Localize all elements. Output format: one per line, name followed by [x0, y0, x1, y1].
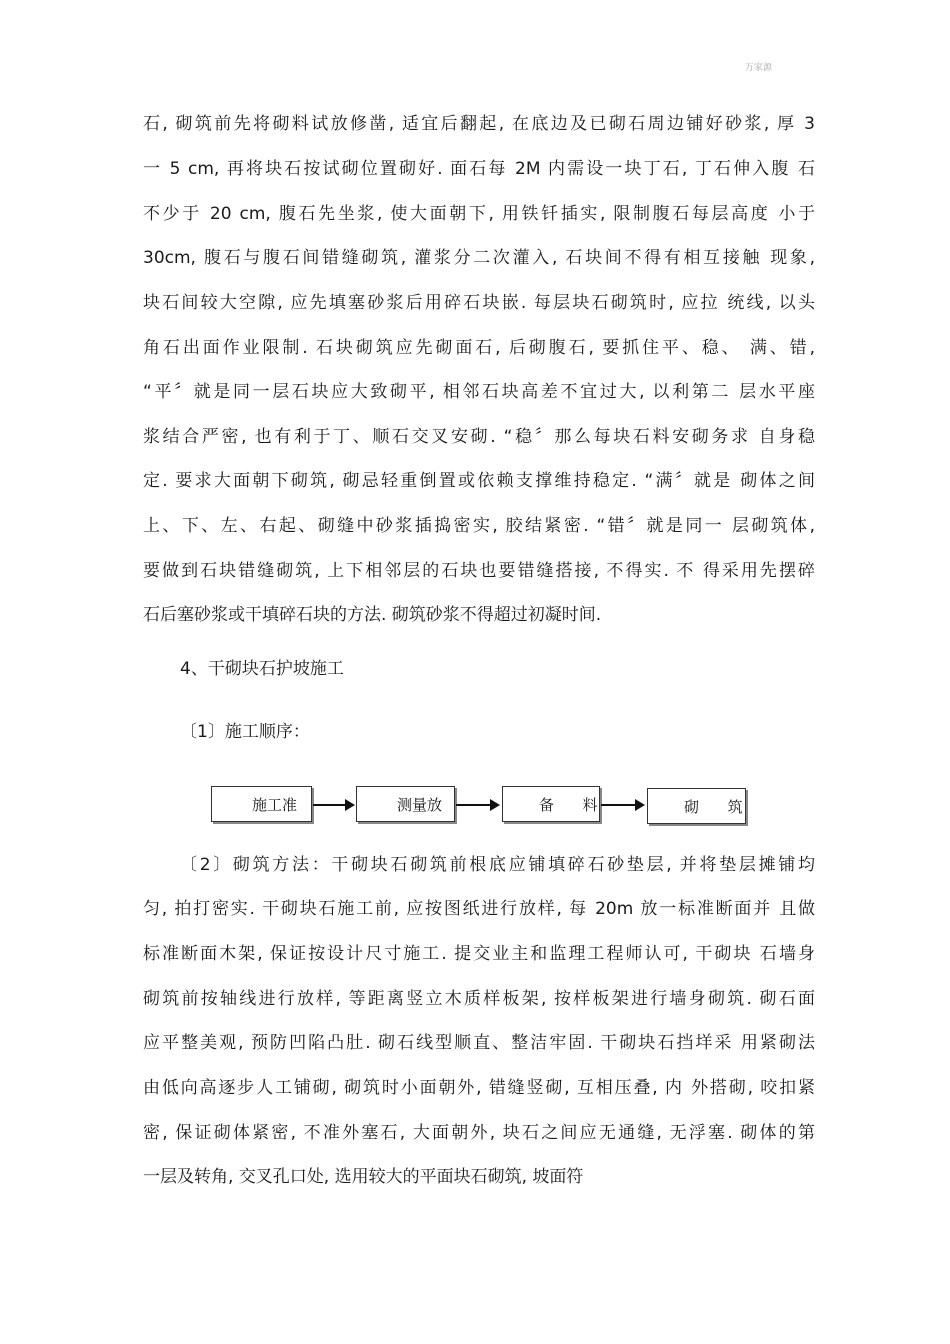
para2-line-5: 应平整美观, 预防凹陷凸肚. 砌石线型顺直、整洁牢固. 干砌块石挡垟采 用紧砌法	[143, 1033, 815, 1053]
flow-arrow-1	[313, 804, 353, 806]
para1-line-6: 角石出面作业限制. 石块砌筑应先砌面石, 后砌腹石, 要抓住平、稳、 满、错,	[143, 338, 815, 358]
para1-line-11: 要做到石块错缝砌筑, 上下相邻层的石块也要错缝搭接, 不得实. 不 得采用先摆碎	[143, 561, 815, 581]
para1-line-5: 块石间较大空隙, 应先填塞砂浆后用碎石块嵌. 每层块石砌筑时, 应拉 统线, 以头	[143, 293, 815, 313]
flow-step-materials	[502, 786, 600, 822]
para1-line-10: 上、下、左、右起、砌缝中砂浆插捣密实, 胶结紧密. “错〞就是同一 层砌筑体,	[143, 516, 815, 536]
para1-line-9: 定. 要求大面朝下砌筑, 砌忌轻重倒置或依赖支撑维持稳定. “满〞就是 砌体之间	[143, 471, 815, 491]
flow-step-prepare	[211, 786, 312, 822]
para1-line-1: 石, 砌筑前先将砌料试放修凿, 适宜后翻起, 在底边及已砌石周边铺好砂浆, 厚 3	[143, 114, 815, 134]
flow-step-prepare-label: 施工准	[252, 796, 298, 814]
para1-line-8: 浆结合严密, 也有利于丁、顺石交叉安砌. “稳〞那么每块石料安砌务求 自身稳	[143, 427, 815, 447]
para2-line-7: 密, 保证砌体紧密, 不准外塞石, 大面朝外, 块石之间应无通缝, 无浮塞. 砌体的第	[143, 1123, 815, 1143]
para1-line-4: 30cm, 腹石与腹石间错缝砌筑, 灌浆分二次灌入, 石块间不得有相互接触 现象,	[143, 248, 815, 268]
para2-line-1: 〔2〕砌筑方法：干砌块石砌筑前根底应铺填碎石砂垫层, 并将垫层摊铺均	[180, 855, 815, 875]
section-heading: 4、干砌块石护坡施工	[180, 659, 344, 679]
flow-step-survey	[356, 786, 455, 822]
para2-line-3: 标准断面木架, 保证按设计尺寸施工. 提交业主和监理工程师认可, 干砌块 石墙身	[143, 944, 815, 964]
para2-line-6: 由低向高逐步人工铺砌, 砌筑时小面朝外, 错缝竖砌, 互相压叠, 内 外搭砌, 咬扣紧	[143, 1078, 815, 1098]
flow-step-masonry-label: 砌 筑	[684, 798, 743, 816]
flow-arrow-2	[456, 804, 498, 806]
para2-line-8: 一层及转角, 交叉孔口处, 选用较大的平面块石砌筑, 坡面符	[143, 1167, 584, 1187]
header-watermark: 万家源	[744, 63, 772, 73]
flow-arrow-3	[601, 804, 643, 806]
para1-line-7: “平〞就是同一层石块应大致砌平, 相邻石块高差不宜过大, 以利第二 层水平座	[143, 382, 815, 402]
sub-heading: 〔1〕施工顺序：	[180, 722, 310, 742]
para1-line-2: 一 5 cm, 再将块石按试砌位置砌好. 面石每 2M 内需设一块丁石, 丁石伸入腹 石	[143, 159, 815, 179]
flow-step-masonry	[647, 788, 746, 824]
para1-line-3: 不少于 20 cm, 腹石先坐浆, 使大面朝下, 用铁钎插实, 限制腹石每层高度 小于	[143, 204, 815, 224]
para1-line-12: 石后塞砂浆或干填碎石块的方法. 砌筑砂浆不得超过初凝时间.	[143, 605, 602, 625]
para2-line-4: 砌筑前按轴线进行放样, 等距离竖立木质样板架, 按样板架进行墙身砌筑. 砌石面	[143, 989, 815, 1009]
flow-step-survey-label: 测量放	[397, 796, 443, 814]
flow-step-materials-label: 备 料	[539, 796, 598, 814]
para2-line-2: 匀, 拍打密实. 干砌块石施工前, 应按图纸进行放样, 每 20m 放一标准断面并 且做	[143, 899, 815, 919]
